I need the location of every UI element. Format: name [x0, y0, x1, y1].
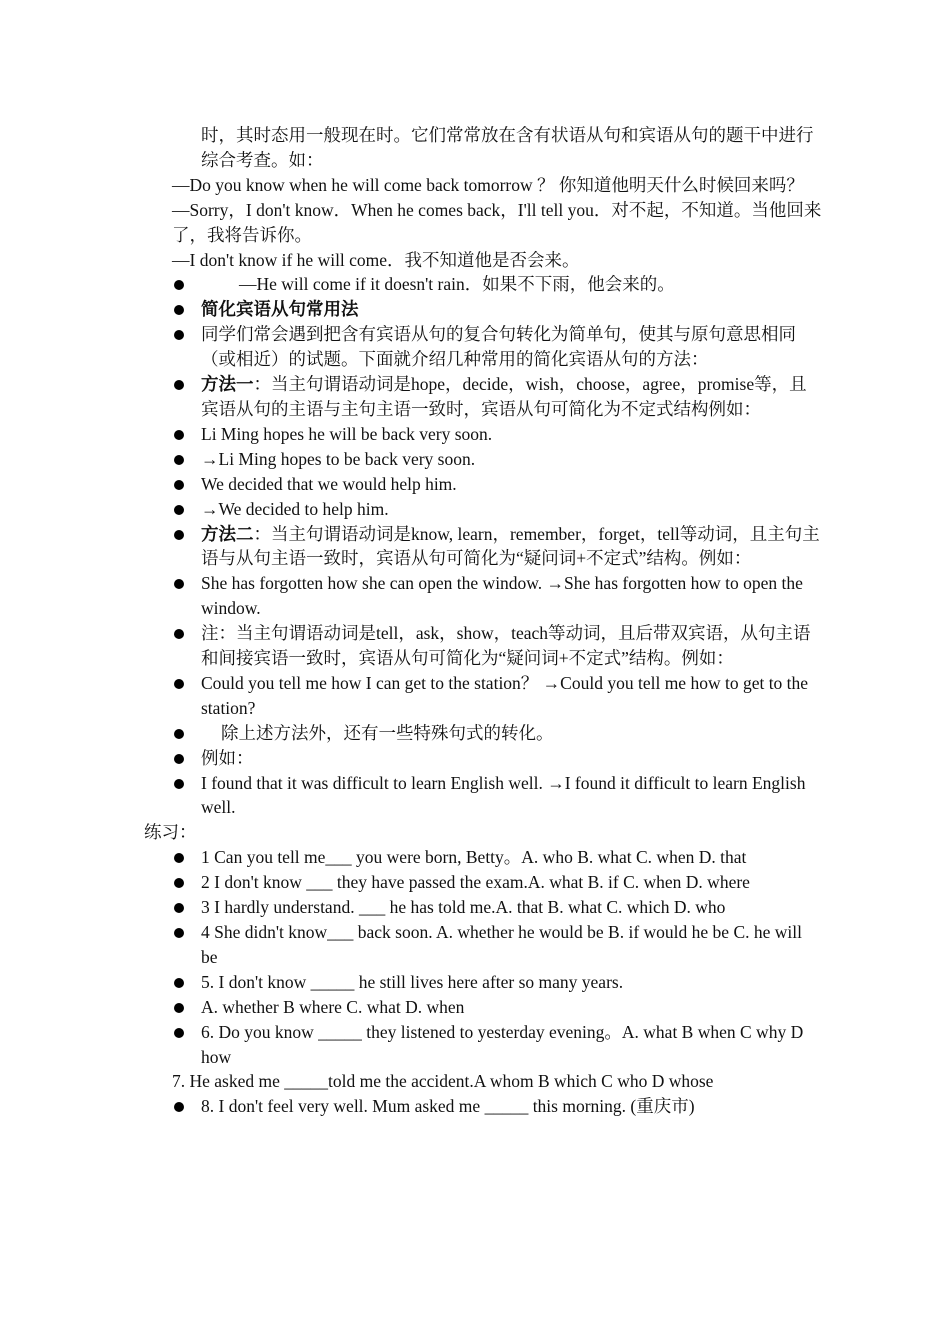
- exercise-text: 2 I don't know ___ they have passed the exam.A. what B. if C. when D. where: [201, 872, 750, 893]
- bullet-icon: [174, 878, 184, 888]
- exercise-item-plain: 7. He asked me _____told me the accident.A whom B which C who D whose: [172, 1071, 714, 1092]
- bullet-icon: [174, 480, 184, 490]
- list-item: [172, 297, 822, 322]
- bullet-icon: [174, 928, 184, 938]
- section-heading: 简化宾语从句常用法: [201, 299, 359, 320]
- bullet-icon: [174, 505, 184, 515]
- list-item: [172, 447, 822, 472]
- list-item-text: Li Ming hopes he will be back very soon.: [201, 423, 493, 444]
- exercise-text: 1 Can you tell me___ you were born, Betty。A. who B. what C. when D. that: [201, 847, 747, 868]
- list-item: [172, 746, 822, 771]
- list-item-text: →Li Ming hopes to be back very soon.: [201, 448, 476, 469]
- bullet-icon: [174, 430, 184, 440]
- list-item: [172, 571, 822, 621]
- exercise-item: [172, 920, 822, 970]
- exercise-item: [172, 1020, 822, 1070]
- exercise-text: 3 I hardly understand. ___ he has told me.A. that B. what C. which D. who: [201, 897, 726, 918]
- exercise-item: [172, 1094, 822, 1119]
- list-item: [172, 721, 822, 746]
- list-item: [172, 372, 822, 422]
- bullet-icon: [174, 330, 184, 340]
- bullet-icon: [174, 629, 184, 639]
- bullet-icon: [174, 853, 184, 863]
- list-item: [172, 422, 822, 447]
- exercise-item: [172, 845, 822, 870]
- list-item: [172, 272, 822, 297]
- list-item-text: We decided that we would help him.: [201, 473, 457, 494]
- exercise-text: A. whether B where C. what D. when: [201, 996, 465, 1017]
- list-item-text: 例如：: [201, 747, 254, 768]
- list-item: [172, 522, 822, 572]
- exercise-text: 8. I don't feel very well. Mum asked me _____ this morning. (重庆市): [201, 1096, 695, 1117]
- bullet-icon: [174, 380, 184, 390]
- bullet-icon: [174, 1102, 184, 1112]
- bullet-icon: [174, 903, 184, 913]
- exercise-heading: 练习：: [144, 822, 197, 843]
- list-item-text: ：当主句谓语动词是hope，decide，wish，choose，agree，promise等，且宾语从句的主语与主句主语一致时，宾语从句可简化为不定式结构例如：: [201, 374, 807, 419]
- list-item: [172, 472, 822, 497]
- list-item: [172, 621, 822, 671]
- bullet-icon: [174, 679, 184, 689]
- list-item: [172, 771, 822, 821]
- exercise-item: [172, 870, 822, 895]
- list-item: [172, 322, 822, 372]
- method-label: 方法一: [201, 374, 254, 395]
- bullet-icon: [174, 305, 184, 315]
- bullet-icon: [174, 754, 184, 764]
- dialog-line: —Do you know when he will come back tomorrow ？ 你知道他明天什么时候回来吗？: [172, 174, 804, 195]
- document-body: [144, 123, 822, 1119]
- list-item-text: 同学们常会遇到把含有宾语从句的复合句转化为简单句，使其与原句意思相同（或相近）的试题。下面就介绍几种常用的简化宾语从句的方法：: [201, 324, 796, 370]
- exercise-text: 4 She didn't know___ back soon. A. whether he would be B. if would he be C. he will be: [201, 922, 802, 967]
- dialog-line: —Sorry，I don't know．When he comes back，I'll tell you．对不起，不知道。当他回来了，我将告诉你。: [172, 199, 822, 245]
- exercise-text: 5. I don't know _____ he still lives here after so many years.: [201, 971, 624, 992]
- list-item-text: ：当主句谓语动词是know, learn，remember，forget，tell等动词，且主句主语与从句主语一致时，宾语从句可简化为“疑问词+不定式”结构。例如：: [201, 523, 820, 569]
- exercise-item: [172, 995, 822, 1020]
- list-item: [172, 671, 822, 721]
- bullet-icon: [174, 1028, 184, 1038]
- exercise-item: [172, 895, 822, 920]
- method-label: 方法二: [201, 523, 254, 544]
- exercise-text: 6. Do you know _____ they listened to yesterday evening。A. what B when C why D how: [201, 1021, 804, 1067]
- bullet-icon: [174, 579, 184, 589]
- bullet-icon: [174, 530, 184, 540]
- list-item-text: Could you tell me how I can get to the station？ →Could you tell me how to get to the station?: [201, 672, 809, 718]
- bullet-icon: [174, 280, 184, 290]
- list-item: [172, 497, 822, 522]
- bullet-icon: [174, 978, 184, 988]
- bullet-icon: [174, 779, 184, 789]
- list-item-text: —He will come if it doesn't rain．如果不下雨，他会来的。: [239, 274, 675, 295]
- bullet-icon: [174, 455, 184, 465]
- list-item-text: →We decided to help him.: [201, 498, 389, 519]
- list-item-text: She has forgotten how she can open the window. →She has forgotten how to open the window.: [201, 573, 803, 619]
- bullet-icon: [174, 729, 184, 739]
- bullet-icon: [174, 1003, 184, 1013]
- exercise-item: [172, 970, 822, 995]
- paragraph-continuation: 时，其时态用一般现在时。它们常常放在含有状语从句和宾语从句的题干中进行综合考查。如：: [201, 125, 814, 170]
- list-item-text: I found that it was difficult to learn English well. →I found it difficult to learn English well.: [201, 772, 806, 818]
- dialog-line: —I don't know if he will come．我不知道他是否会来。: [172, 249, 580, 270]
- list-item-text: 注：当主句谓语动词是tell，ask，show，teach等动词，且后带双宾语，从句主语和间接宾语一致时，宾语从句可简化为“疑问词+不定式”结构。例如：: [201, 623, 811, 669]
- list-item-text: 除上述方法外，还有一些特殊句式的转化。: [221, 722, 554, 743]
